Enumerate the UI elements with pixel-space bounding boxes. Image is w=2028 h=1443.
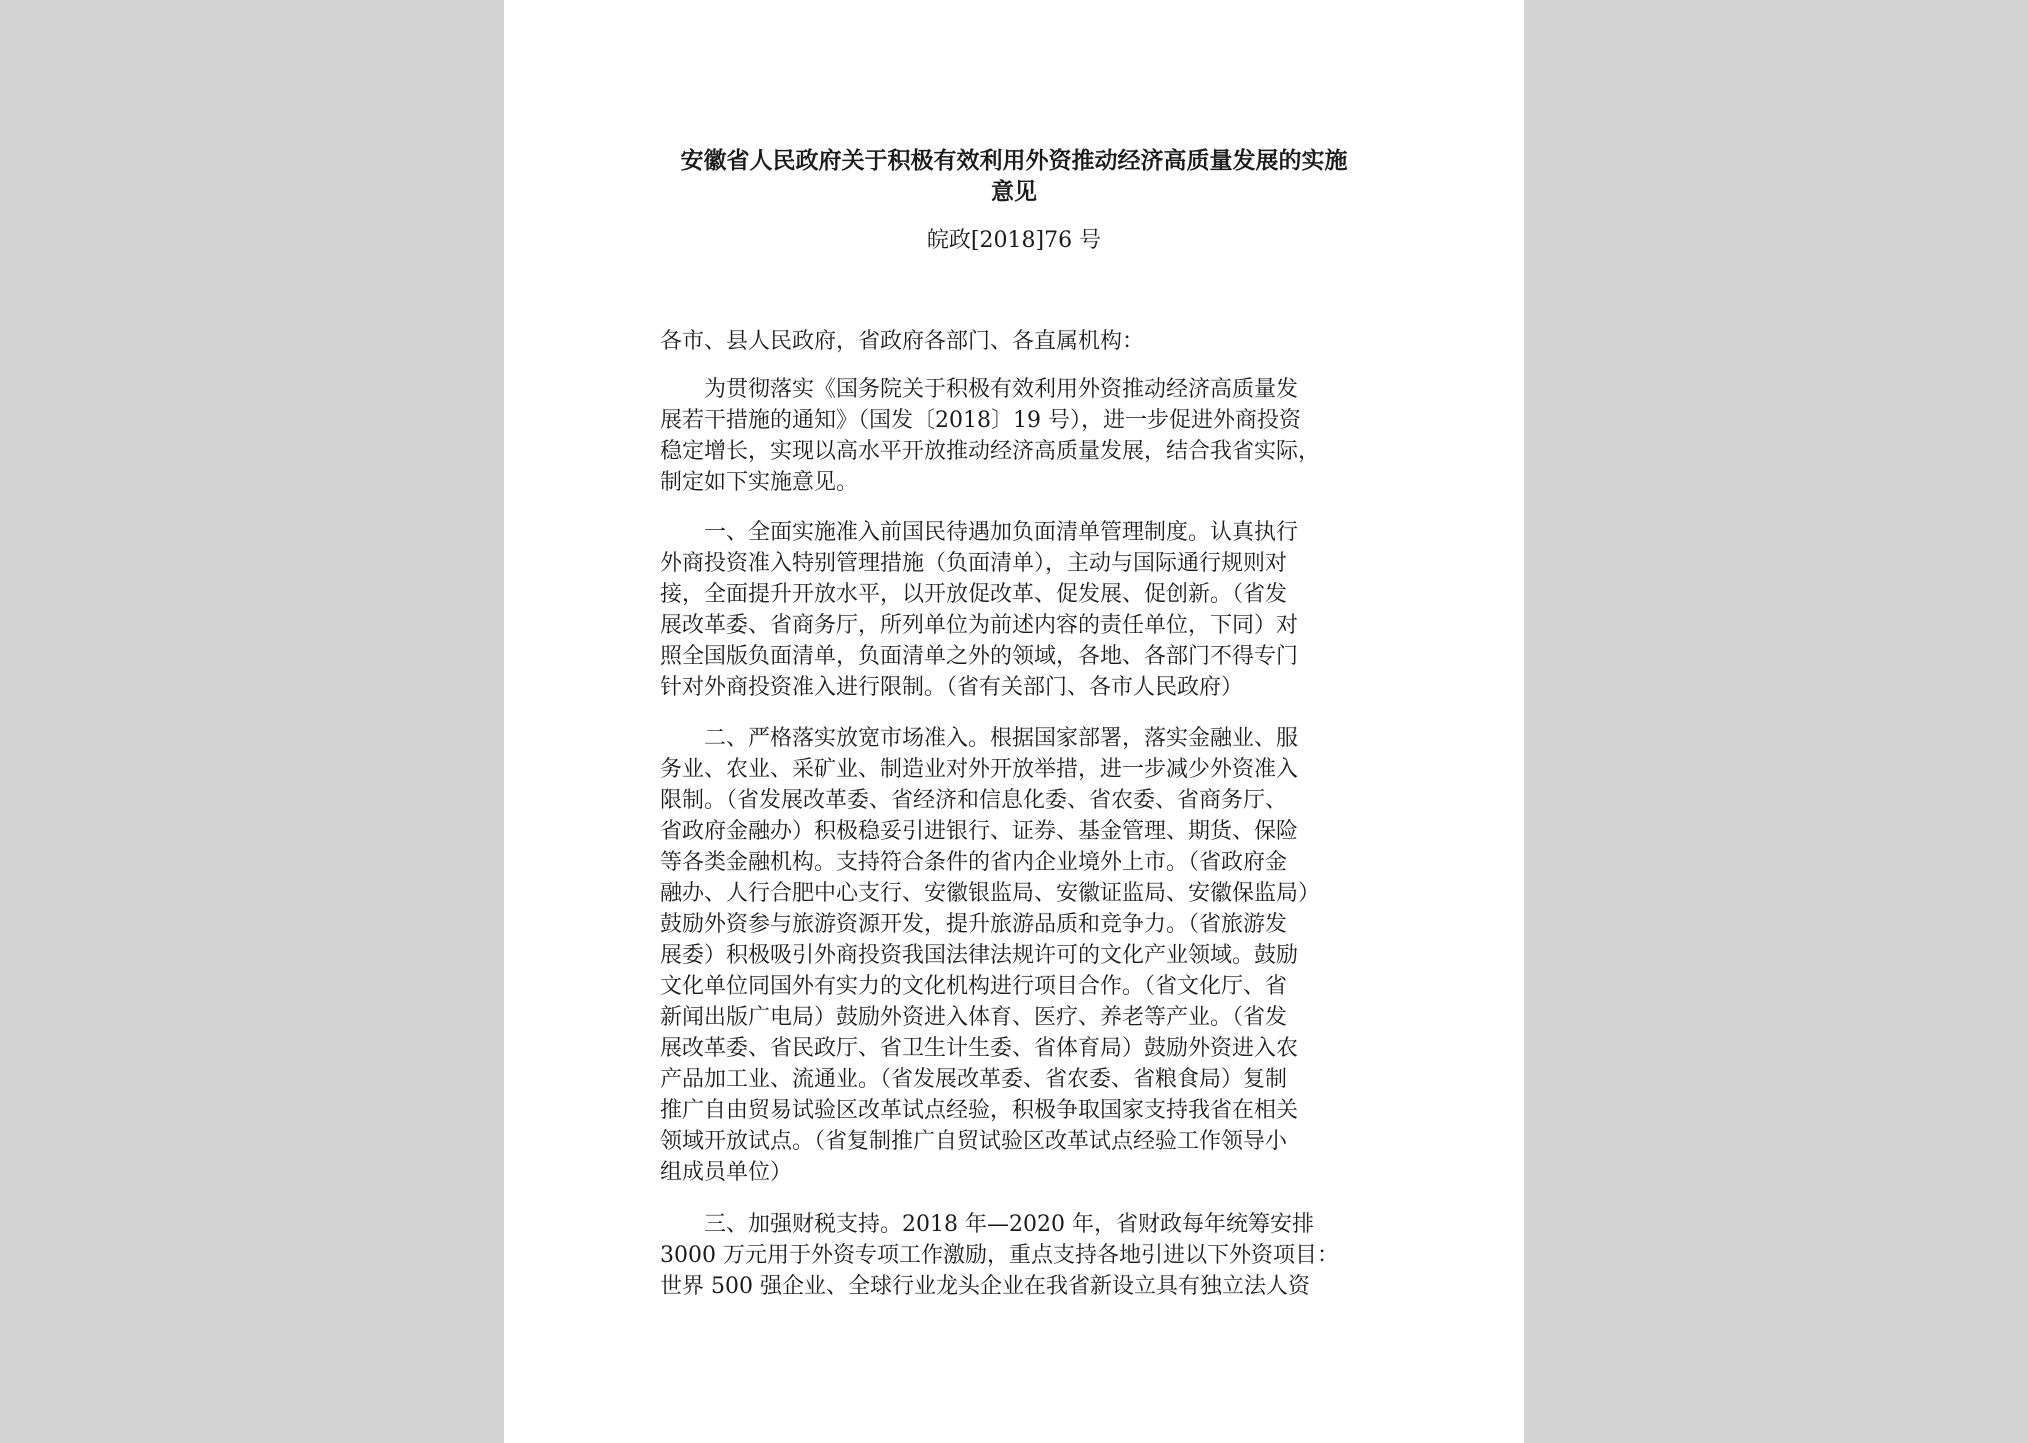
body-text-line: 展若干措施的通知》（国发〔2018〕19 号），进一步促进外商投资 — [660, 408, 1301, 433]
body-text-line: 推广自由贸易试验区改革试点经验，积极争取国家支持我省在相关 — [660, 1098, 1299, 1123]
body-text-line: 展委）积极吸引外商投资我国法律法规许可的文化产业领域。鼓励 — [660, 943, 1299, 968]
body-text-line: 融办、人行合肥中心支行、安徽银监局、安徽证监局、安徽保监局） — [660, 881, 1321, 906]
body-text-line: 制定如下实施意见。 — [660, 470, 859, 495]
document-title-line-1: 安徽省人民政府关于积极有效利用外资推动经济高质量发展的实施 — [680, 147, 1348, 174]
body-text-line: 二、严格落实放宽市场准入。根据国家部署，落实金融业、服 — [660, 726, 1299, 751]
body-text-line: 为贯彻落实《国务院关于积极有效利用外资推动经济高质量发 — [660, 377, 1299, 402]
body-text-line: 针对外商投资准入进行限制。（省有关部门、各市人民政府） — [660, 675, 1244, 700]
document-page — [504, 0, 1524, 1443]
addressee-line: 各市、县人民政府，省政府各部门、各直属机构： — [660, 329, 1145, 354]
body-text-line: 世界 500 强企业、全球行业龙头企业在我省新设立具有独立法人资 — [660, 1274, 1310, 1299]
body-text-line: 鼓励外资参与旅游资源开发，提升旅游品质和竞争力。（省旅游发 — [660, 912, 1288, 937]
body-text-line: 产品加工业、流通业。（省发展改革委、省农委、省粮食局）复制 — [660, 1067, 1288, 1092]
body-text-line: 展改革委、省商务厅，所列单位为前述内容的责任单位，下同）对 — [660, 613, 1299, 638]
body-text-line: 领域开放试点。（省复制推广自贸试验区改革试点经验工作领导小 — [660, 1129, 1288, 1154]
body-text-line: 限制。（省发展改革委、省经济和信息化委、省农委、省商务厅、 — [660, 788, 1288, 813]
body-text-line: 新闻出版广电局）鼓励外资进入体育、医疗、养老等产业。（省发 — [660, 1005, 1288, 1030]
body-text-line: 稳定增长，实现以高水平开放推动经济高质量发展，结合我省实际， — [660, 439, 1321, 464]
body-text-line: 等各类金融机构。支持符合条件的省内企业境外上市。（省政府金 — [660, 850, 1288, 875]
body-text-line: 务业、农业、采矿业、制造业对外开放举措，进一步减少外资准入 — [660, 757, 1299, 782]
body-text-line: 外商投资准入特别管理措施（负面清单），主动与国际通行规则对 — [660, 551, 1288, 576]
body-text-line: 组成员单位） — [660, 1160, 793, 1185]
body-text-line: 省政府金融办）积极稳妥引进银行、证券、基金管理、期货、保险 — [660, 819, 1299, 844]
document-number: 皖政[2018]76 号 — [926, 228, 1102, 253]
body-text-line: 一、全面实施准入前国民待遇加负面清单管理制度。认真执行 — [660, 520, 1299, 545]
body-text-line: 3000 万元用于外资专项工作激励，重点支持各地引进以下外资项目： — [660, 1243, 1339, 1268]
body-text-line: 三、加强财税支持。2018 年—2020 年，省财政每年统筹安排 — [660, 1212, 1314, 1237]
body-text-line: 照全国版负面清单，负面清单之外的领域，各地、各部门不得专门 — [660, 644, 1299, 669]
body-text-line: 展改革委、省民政厅、省卫生计生委、省体育局）鼓励外资进入农 — [660, 1036, 1299, 1061]
document-title-line-2: 意见 — [991, 178, 1037, 205]
body-text-line: 接，全面提升开放水平，以开放促改革、促发展、促创新。（省发 — [660, 582, 1288, 607]
body-text-line: 文化单位同国外有实力的文化机构进行项目合作。（省文化厅、省 — [660, 974, 1288, 999]
